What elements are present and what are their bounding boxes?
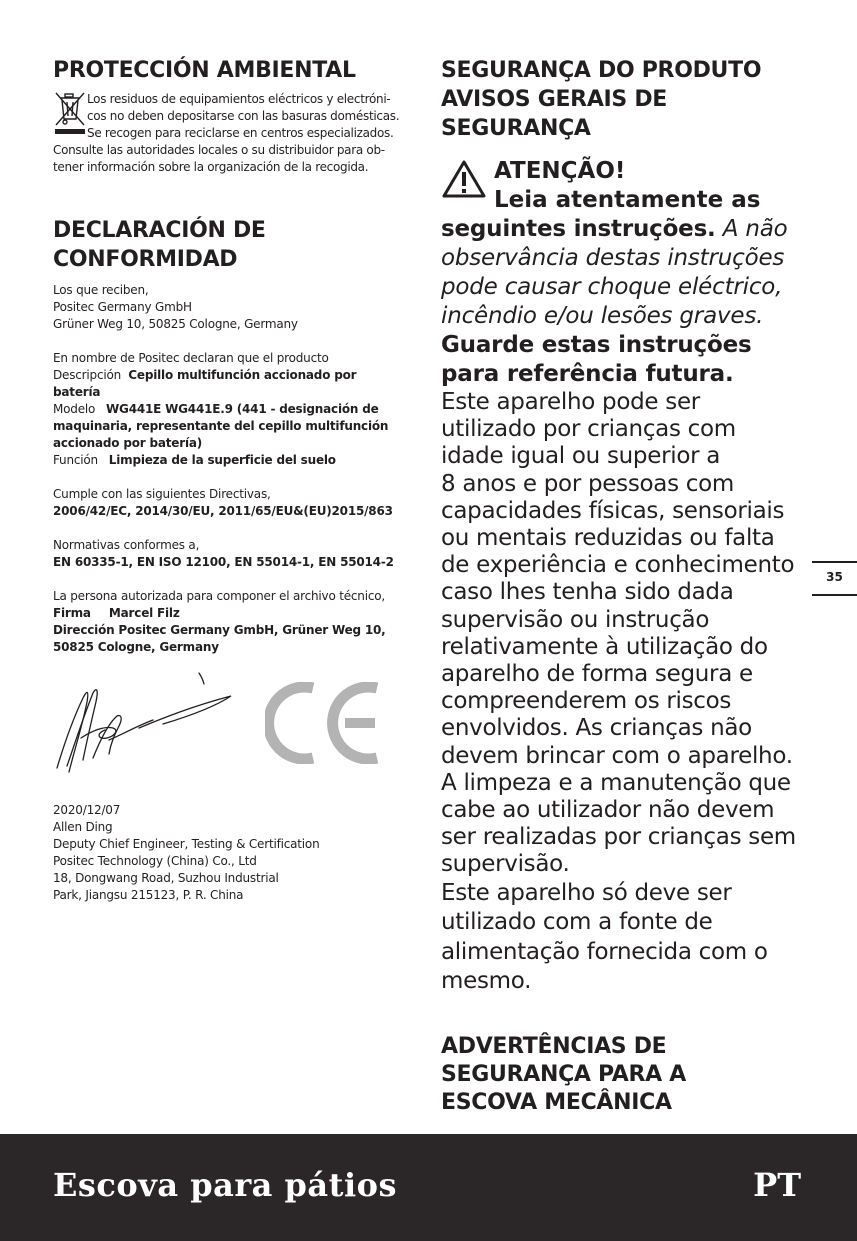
declaration-title bbox=[53, 216, 415, 274]
warning-italic: A não bbox=[722, 216, 788, 242]
body-line: alimentação fornecida com o bbox=[441, 938, 768, 965]
directives-value: 2006/42/EC, 2014/30/EU, 2011/65/EU&(EU)2015/863 bbox=[53, 504, 393, 518]
signer-line: Allen Ding bbox=[53, 820, 113, 834]
tech-file-intro: La persona autorizada para componer el archivo técnico, bbox=[53, 589, 385, 603]
firm-label: Firma bbox=[53, 606, 91, 620]
safety-title-line: SEGURANÇA bbox=[441, 116, 591, 141]
signer-line: 2020/12/07 bbox=[53, 803, 121, 817]
function-label: Función bbox=[53, 453, 98, 467]
body-line: Este aparelho pode ser bbox=[441, 389, 700, 415]
body-paragraph bbox=[441, 389, 807, 879]
signer-line: Park, Jiangsu 215123, P. R. China bbox=[53, 888, 244, 902]
recipient-line: Positec Germany GmbH bbox=[53, 300, 192, 314]
body-paragraph-2 bbox=[441, 879, 807, 997]
address-line: 50825 Cologne, Germany bbox=[53, 640, 219, 654]
env-protection-text bbox=[53, 91, 415, 176]
declaration-title-line: CONFORMIDAD bbox=[53, 247, 238, 272]
body-line: relativamente à utilização do bbox=[441, 633, 768, 660]
firm-row bbox=[53, 605, 415, 622]
body-line: utilizado com a fonte de bbox=[441, 909, 713, 936]
body-line: mesmo. bbox=[441, 968, 532, 995]
env-line: Se recogen para reciclarse en centros especializados. bbox=[87, 126, 394, 140]
description-label: Descripción bbox=[53, 368, 122, 382]
body-line: capacidades físicas, sensoriais bbox=[441, 497, 785, 524]
declaration-title-line: DECLARACIÓN DE bbox=[53, 218, 266, 243]
body-line: ser realizadas por crianças sem bbox=[441, 824, 796, 851]
firm-value: Marcel Filz bbox=[108, 606, 180, 620]
warning-italic: pode causar choque eléctrico, bbox=[441, 274, 783, 300]
brush-warnings-title-line: ESCOVA MECÂNICA bbox=[441, 1089, 672, 1115]
signer-line: Positec Technology (China) Co., Ltd bbox=[53, 854, 257, 868]
ce-mark bbox=[265, 682, 385, 764]
description-value-cont: batería bbox=[53, 385, 101, 399]
signer-line: 18, Dongwang Road, Suzhou Industrial bbox=[53, 871, 279, 885]
brush-warnings-title bbox=[441, 1033, 807, 1117]
keep-instructions: Guarde estas instruções bbox=[441, 332, 752, 358]
recipient-line: Los que reciben, bbox=[53, 283, 149, 297]
env-line: Consulte las autoridades locales o su distribuidor para ob- bbox=[53, 143, 385, 157]
model-value-cont: accionado por batería) bbox=[53, 436, 203, 450]
body-line: supervisão. bbox=[441, 851, 570, 878]
env-line: Los residuos de equipamientos eléctricos y electróni- bbox=[87, 92, 391, 106]
body-line: caso lhes tenha sido dada bbox=[441, 579, 734, 606]
warning-italic: observância destas instruções bbox=[441, 245, 785, 271]
left-column bbox=[53, 56, 415, 904]
body-line: compreenderem os riscos bbox=[441, 688, 732, 715]
directives-intro: Cumple con las siguientes Directivas, bbox=[53, 487, 271, 501]
declare-intro: En nombre de Positec declaran que el producto bbox=[53, 351, 329, 365]
body-line: Este aparelho só deve ser bbox=[441, 879, 732, 906]
env-line: cos no deben depositarse con las basuras domésticas. bbox=[87, 109, 400, 123]
model-row bbox=[53, 401, 415, 418]
body-line: cabe ao utilizador não devem bbox=[441, 797, 775, 824]
safety-title bbox=[441, 56, 807, 143]
recipient-line: Grüner Weg 10, 50825 Cologne, Germany bbox=[53, 317, 298, 331]
standards-value: EN 60335-1, EN ISO 12100, EN 55014-1, EN 55014-2 bbox=[53, 555, 394, 569]
body-line: supervisão ou instrução bbox=[441, 606, 710, 633]
body-line: idade igual ou superior a bbox=[441, 443, 721, 470]
safety-title-line: AVISOS GERAIS DE bbox=[441, 87, 668, 112]
body-line: ou mentais reduzidas ou falta bbox=[441, 525, 775, 552]
env-line: tener información sobre la organización de la recogida. bbox=[53, 160, 369, 174]
page-marker-rule bbox=[812, 561, 857, 563]
warning-block bbox=[441, 157, 807, 389]
warning-triangle-icon bbox=[441, 159, 487, 199]
footer-title: Escova para pátios bbox=[53, 1166, 397, 1204]
attention-label: ATENÇÃO! bbox=[494, 158, 626, 184]
page-marker-rule bbox=[812, 594, 857, 596]
body-line: envolvidos. As crianças não bbox=[441, 715, 752, 742]
model-value: WG441E WG441E.9 (441 - designación de bbox=[106, 402, 379, 416]
body-line: utilizado por crianças com bbox=[441, 416, 736, 443]
brush-warnings-title-line: SEGURANÇA PARA A bbox=[441, 1061, 686, 1087]
body-line: 8 anos e por pessoas com bbox=[441, 470, 734, 497]
body-line: aparelho de forma segura e bbox=[441, 661, 753, 688]
instructions-bold: seguintes instruções. bbox=[441, 216, 716, 242]
body-line: A limpeza e a manutenção que bbox=[441, 769, 791, 796]
description-row bbox=[53, 367, 415, 384]
body-line: devem brincar com o aparelho. bbox=[441, 742, 793, 769]
keep-instructions: para referência futura. bbox=[441, 361, 734, 387]
signer-line: Deputy Chief Engineer, Testing & Certification bbox=[53, 837, 320, 851]
footer-bar bbox=[0, 1134, 857, 1241]
right-column bbox=[441, 56, 807, 1117]
page-number: 35 bbox=[826, 570, 843, 584]
function-value: Limpieza de la superficie del suelo bbox=[108, 453, 336, 467]
model-label: Modelo bbox=[53, 402, 96, 416]
language-code: PT bbox=[753, 1166, 801, 1204]
function-row bbox=[53, 452, 415, 469]
body-line: de experiência e conhecimento bbox=[441, 552, 795, 579]
handwritten-signature bbox=[53, 668, 238, 778]
warning-line bbox=[441, 215, 807, 244]
page-number-marker bbox=[812, 561, 857, 596]
standards-intro: Normativas conformes a, bbox=[53, 538, 200, 552]
env-protection-title: PROTECCIÓN AMBIENTAL bbox=[53, 58, 356, 83]
safety-title-line: SEGURANÇA DO PRODUTO bbox=[441, 58, 762, 83]
warning-italic: incêndio e/ou lesões graves. bbox=[441, 303, 764, 329]
model-value-cont: maquinaria, representante del cepillo multifunción bbox=[53, 419, 389, 433]
address-line: Dirección Positec Germany GmbH, Grüner Weg 10, bbox=[53, 623, 386, 637]
description-value: Cepillo multifunción accionado por bbox=[128, 368, 357, 382]
signature-row bbox=[53, 668, 415, 788]
read-carefully: Leia atentamente as bbox=[494, 187, 761, 213]
crossed-out-wheelie-bin-icon bbox=[53, 91, 87, 139]
brush-warnings-title-line: ADVERTÊNCIAS DE bbox=[441, 1033, 667, 1059]
